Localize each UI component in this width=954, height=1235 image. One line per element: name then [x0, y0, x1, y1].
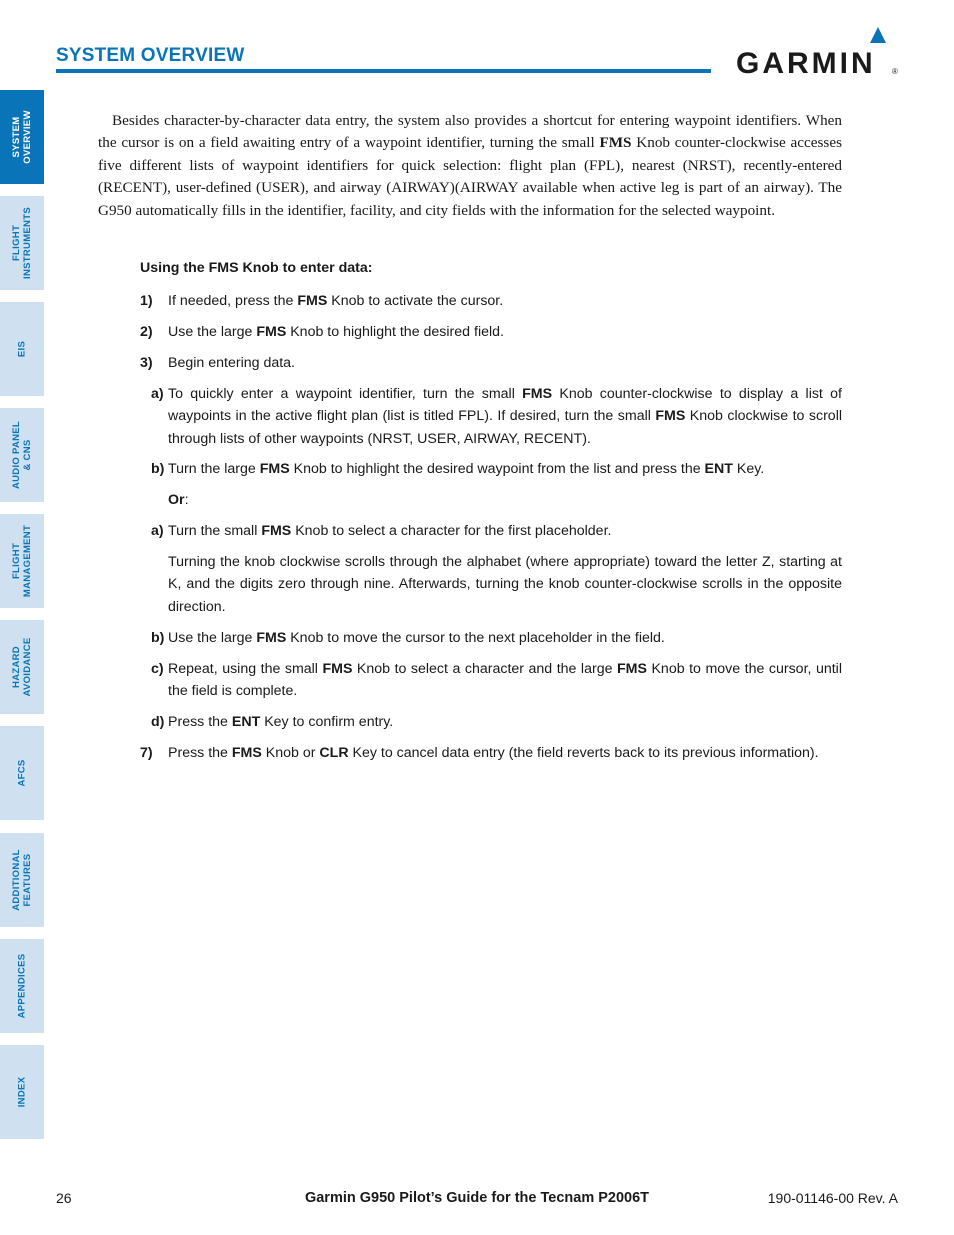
text-run: Knob counter-clockwise to display a list of waypoints in the active flight plan (list is titled FPL). If desired, turn the small [168, 386, 842, 425]
step-text [168, 321, 842, 343]
step-number: c) [151, 661, 164, 677]
tab-label: INDEX [16, 1076, 28, 1108]
tab-label: FLIGHT INSTRUMENTS [11, 207, 33, 279]
logo-registered-mark: ® [892, 67, 898, 76]
step-text [168, 711, 842, 733]
text-run: Using the [140, 260, 209, 276]
step-number: d) [151, 714, 165, 730]
tab-audio-panel-cns[interactable] [0, 408, 44, 502]
garmin-delta-icon [870, 27, 886, 43]
step-text [168, 290, 842, 312]
text-run: Turning the knob clockwise scrolls through the alphabet (where appropriate) toward the letter Z, starting at K, and the digits zero through nine. Afterwards, turning the knob counter-clockwise scrolls in the opposite direction. [168, 554, 842, 615]
bold-term: FMS [231, 745, 262, 761]
step-text [168, 383, 842, 450]
step-text [168, 658, 842, 703]
step-text [168, 742, 842, 764]
bold-term: FMS [261, 523, 292, 539]
tab-afcs[interactable] [0, 726, 44, 820]
step-number: 1) [140, 293, 153, 309]
intro-paragraph [98, 110, 842, 222]
step-text [168, 551, 842, 618]
bold-term: FMS [599, 134, 632, 152]
text-run: Turn the small [168, 523, 262, 539]
bold-term: FMS [259, 461, 290, 477]
tab-eis[interactable] [0, 302, 44, 396]
text-run: Press the [168, 745, 232, 761]
step-number: b) [151, 461, 165, 477]
text-run: Knob to highlight the desired waypoint from the list and press the [289, 461, 705, 477]
text-run: Knob counter-clockwise accesses five different lists of waypoint identifiers for quick selection: flight plan (FPL), nearest (NRST), recently-entered (RECENT), user-defined (USER), and airway (AIRWAY)(AIRWAY available when active leg is part of an airway). The G950 automatically fills in the identifier, facility, and city fields with the information for the selected waypoint. [98, 134, 842, 219]
bold-term: FMS [208, 260, 239, 276]
step-number: 7) [140, 745, 153, 761]
tab-label: AUDIO PANEL & CNS [11, 420, 33, 490]
step-text [168, 458, 842, 480]
tab-appendices[interactable] [0, 939, 44, 1033]
text-run: Key. [732, 461, 765, 477]
text-run: Knob to highlight the desired field. [286, 324, 504, 340]
step-number: 2) [140, 324, 153, 340]
tab-label: APPENDICES [16, 953, 28, 1019]
bold-term: FMS [322, 661, 353, 677]
section-title: SYSTEM OVERVIEW [56, 45, 245, 66]
step-number: a) [151, 386, 164, 402]
garmin-logo [736, 27, 902, 79]
text-run: If needed, press the [168, 293, 298, 309]
text-run: Besides character-by-character data entry, the system also provides a shortcut for entering waypoint identifiers. When the cursor is on a field awaiting entry of a waypoint identifier, turning the small [98, 112, 842, 152]
logo-text: GARMIN [736, 47, 876, 80]
bold-term: FMS [522, 386, 553, 402]
text-run: Key to cancel data entry (the field reverts back to its previous information). [348, 745, 819, 761]
tab-index[interactable] [0, 1045, 44, 1139]
tab-label: ADDITIONAL FEATURES [11, 849, 33, 911]
step-number: 3) [140, 355, 153, 371]
tab-flight-instruments[interactable] [0, 196, 44, 290]
text-run: To quickly enter a waypoint identifier, turn the small [168, 386, 523, 402]
text-run: : [184, 492, 189, 508]
text-run: Begin entering data. [168, 355, 295, 371]
tab-label: AFCS [16, 759, 28, 787]
text-run: Knob to activate the cursor. [327, 293, 504, 309]
text-run: Knob to select a character and the large [352, 661, 617, 677]
step-number: b) [151, 630, 165, 646]
document-number: 190-01146-00 Rev. A [767, 1190, 898, 1206]
step-text [168, 489, 842, 511]
bold-term: FMS [256, 324, 287, 340]
step-text [168, 627, 842, 649]
text-run: Knob or [261, 745, 320, 761]
text-run: Press the [168, 714, 232, 730]
bold-term: FMS [617, 661, 647, 677]
text-run: Knob to enter data: [238, 260, 373, 276]
text-run: Knob to move the cursor to the next placeholder in the field. [286, 630, 665, 646]
text-run: Knob to select a character for the first placeholder. [291, 523, 612, 539]
bold-term: FMS [256, 630, 287, 646]
procedure-heading [140, 257, 842, 279]
step-number: a) [151, 523, 164, 539]
bold-term: CLR [319, 745, 349, 761]
text-run: Turn the large [168, 461, 260, 477]
tab-label: FLIGHT MANAGEMENT [11, 524, 33, 598]
guide-title: Garmin G950 Pilot’s Guide for the Tecnam P2006T [304, 1190, 650, 1206]
tab-label: SYSTEM OVERVIEW [11, 110, 33, 164]
tab-flight-management[interactable] [0, 514, 44, 608]
page-number: 26 [56, 1190, 72, 1206]
text-run: Use the large [168, 324, 257, 340]
text-run: Use the large [168, 630, 257, 646]
bold-term: FMS [297, 293, 328, 309]
tab-system-overview[interactable] [0, 90, 44, 184]
bold-term: ENT [231, 714, 261, 730]
text-run: Knob clockwise to scroll through lists of other waypoints (NRST, USER, AIRWAY, RECENT). [168, 408, 842, 447]
step-text [168, 520, 842, 542]
tab-label: EIS [16, 340, 28, 358]
step-text [168, 352, 842, 374]
bold-term: ENT [704, 461, 733, 477]
tab-additional-features[interactable] [0, 833, 44, 927]
header-rule [56, 69, 711, 73]
text-run: Knob to move the cursor, until the field is complete. [168, 661, 842, 700]
text-run: Key to confirm entry. [260, 714, 394, 730]
tab-hazard-avoidance[interactable] [0, 620, 44, 714]
tab-label: HAZARD AVOIDANCE [11, 637, 33, 697]
text-run: Repeat, using the small [168, 661, 323, 677]
bold-term: Or [168, 492, 185, 508]
bold-term: FMS [655, 408, 686, 425]
